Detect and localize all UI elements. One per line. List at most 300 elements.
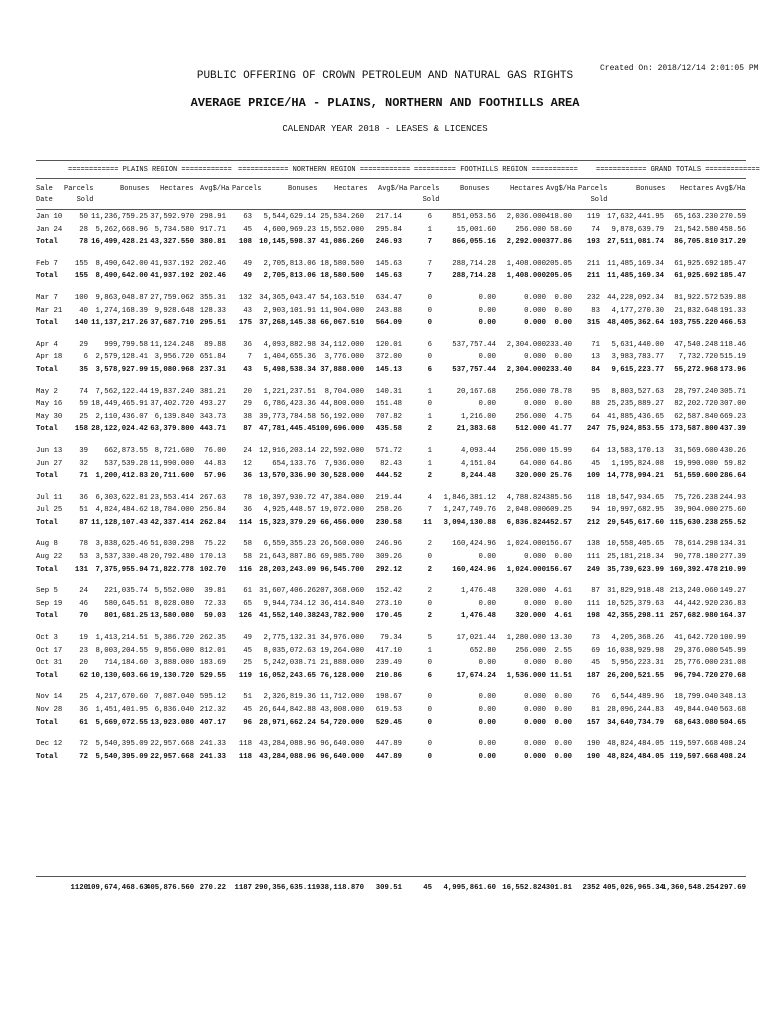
cell-grand-avg: 185.47 [719,259,746,268]
cell-grand-hectares: 19,990.000 [674,459,718,468]
cell-northern-parcels: 132 [238,293,252,302]
sale-row [36,460,746,473]
cell-northern-avg: 447.89 [375,752,402,761]
cell-northern-hectares: 11,904.000 [320,306,364,315]
cell-plains-bonuses: 8,490,642.00 [95,259,148,268]
cell-foothills-hectares: 256.000 [515,646,546,655]
cell-grand-parcels: 64 [591,446,600,455]
cell-foothills-parcels: 2 [427,425,432,434]
cell-plains-hectares: 5,552.000 [154,587,194,596]
cell-grand-avg: 270.68 [719,671,746,680]
month-total-row [36,272,746,285]
col-foothills-bonuses: Bonuses [460,185,490,193]
month-group [36,388,746,438]
month-total-row [36,319,746,332]
cell-sale-date: Aug 22 [36,553,63,562]
cell-foothills-hectares: 512.000 [515,425,546,434]
cell-grand-avg: 100.99 [719,634,746,643]
cell-foothills-hectares: 2,292.000 [506,238,546,247]
cell-northern-hectares: 96,640.000 [320,740,364,749]
cell-foothills-avg: 2.55 [554,646,572,655]
cell-foothills-hectares: 2,304.000 [506,365,546,374]
cell-grand-bonuses: 26,200,521.55 [607,671,664,680]
cell-grand-avg: 59.82 [724,459,746,468]
cell-grand-hectares: 68,643.080 [674,718,718,727]
cell-foothills-bonuses: 537,757.44 [452,365,496,374]
cell-foothills-avg: 0.00 [554,293,572,302]
cell-grand-hectares: 62,587.840 [674,412,718,421]
cell-northern-parcels: 96 [243,718,252,727]
cell-plains-bonuses: 221,035.74 [104,587,148,596]
cell-foothills-bonuses: 0.00 [478,553,496,562]
cell-foothills-avg: 4.61 [554,612,572,621]
cell-sale-date: May 30 [36,412,63,421]
cell-grand-parcels: 45 [591,459,600,468]
cell-foothills-hectares: 1,408.000 [506,272,546,281]
month-total-row [36,472,746,485]
cell-northern-parcels: 43 [243,306,252,315]
cell-northern-bonuses: 13,570,336.90 [259,472,316,481]
cell-northern-avg: 230.58 [375,518,402,527]
cell-foothills-hectares: 2,036.000 [506,213,546,221]
sale-row [36,540,746,553]
cell-foothills-parcels: 0 [427,752,432,761]
cell-foothills-parcels: 1 [427,446,432,455]
cell-grand-avg: 270.59 [719,213,746,221]
cell-grand-hectares: 31,569.600 [674,446,718,455]
cell-foothills-avg: 301.81 [545,884,572,892]
cell-sale-date: Oct 17 [36,646,63,655]
cell-foothills-bonuses: 0.00 [478,706,496,714]
cell-grand-bonuses: 11,485,169.34 [607,259,664,268]
header-rule-bottom [36,209,746,210]
cell-northern-hectares: 66,456.000 [320,518,364,527]
month-total-row [36,566,746,579]
cell-sale-date: Total [36,752,58,761]
cell-plains-parcels: 20 [79,659,88,668]
cell-grand-parcels: 83 [591,306,600,315]
cell-northern-hectares: 11,712.000 [320,693,364,702]
cell-plains-avg: 595.12 [199,693,226,702]
cell-northern-hectares: 37,888.000 [320,365,364,374]
cell-northern-hectares: 7,936.000 [324,459,364,468]
cell-plains-hectares: 3,956.720 [154,353,194,362]
cell-plains-avg: 355.31 [199,293,226,302]
cell-plains-avg: 295.51 [199,319,226,328]
month-group [36,260,746,285]
cell-northern-hectares: 25,534.260 [320,213,364,221]
cell-grand-parcels: 157 [586,718,600,727]
cell-grand-parcels: 211 [586,272,600,281]
sale-row [36,647,746,660]
cell-northern-hectares: 15,552.000 [320,225,364,234]
cell-plains-bonuses: 662,873.55 [104,446,148,455]
cell-foothills-hectares: 0.000 [524,400,546,409]
cell-grand-avg: 458.56 [719,225,746,234]
cell-northern-parcels: 118 [238,752,252,761]
cell-northern-avg: 219.44 [375,493,402,502]
cell-sale-date: Nov 28 [36,706,63,714]
cell-foothills-parcels: 5 [427,634,432,643]
cell-plains-hectares: 20,792.480 [150,553,194,562]
cell-northern-avg: 707.82 [375,412,402,421]
cell-foothills-parcels: 7 [427,272,432,281]
cell-northern-parcels: 1187 [234,884,252,892]
cell-foothills-avg: 41.77 [550,425,572,434]
cell-plains-bonuses: 28,122,024.42 [91,425,148,434]
cell-foothills-hectares: 6,836.824 [506,518,546,527]
cell-grand-hectares: 90,778.180 [674,553,718,562]
cell-northern-bonuses: 37,268,145.38 [259,319,316,328]
cell-plains-avg: 267.63 [199,493,226,502]
cell-plains-bonuses: 4,824,484.62 [95,506,148,515]
cell-plains-avg: 202.46 [199,272,226,281]
cell-grand-parcels: 71 [591,340,600,349]
cell-plains-avg: 170.13 [199,553,226,562]
cell-northern-parcels: 58 [243,540,252,549]
cell-plains-bonuses: 580,645.51 [104,599,148,608]
cell-grand-bonuses: 75,924,853.55 [607,425,664,434]
cell-grand-bonuses: 34,640,734.79 [607,718,664,727]
sale-row [36,341,746,354]
cell-plains-avg: 262.35 [199,634,226,643]
cell-foothills-avg: 25.76 [550,472,572,481]
cell-grand-parcels: 88 [591,400,600,409]
cell-plains-parcels: 74 [79,387,88,396]
cell-northern-bonuses: 34,365,043.47 [259,293,316,302]
cell-grand-hectares: 96,794.720 [674,671,718,680]
cell-foothills-bonuses: 1,476.48 [460,587,496,596]
cell-foothills-hectares: 0.000 [524,752,546,761]
cell-grand-hectares: 49,844.040 [674,706,718,714]
cell-grand-bonuses: 11,485,169.34 [607,272,664,281]
cell-sale-date: Feb 7 [36,259,58,268]
cell-foothills-bonuses: 8,244.48 [460,472,496,481]
cell-sale-date: Total [36,518,58,527]
cell-foothills-hectares: 320.000 [515,587,546,596]
cell-northern-avg: 145.63 [375,259,402,268]
cell-grand-parcels: 45 [591,659,600,668]
cell-grand-bonuses: 44,228,092.34 [607,293,664,302]
cell-plains-bonuses: 8,490,642.00 [95,272,148,281]
sale-row [36,226,746,239]
cell-plains-avg: 102.70 [199,565,226,574]
cell-sale-date: Total [36,612,58,621]
cell-grand-parcels: 119 [586,213,600,221]
report-period: CALENDAR YEAR 2018 - LEASES & LICENCES [282,124,488,134]
cell-grand-hectares: 29,376.000 [674,646,718,655]
cell-plains-avg: 529.55 [199,671,226,680]
cell-foothills-avg: 233.40 [545,365,572,374]
cell-northern-avg: 529.45 [375,718,402,727]
cell-northern-parcels: 36 [243,472,252,481]
cell-grand-hectares: 82,202.720 [674,400,718,409]
sale-row [36,553,746,566]
cell-grand-avg: 149.27 [719,587,746,596]
sale-row [36,659,746,672]
cell-plains-parcels: 28 [79,225,88,234]
cell-plains-parcels: 140 [74,319,88,328]
cell-foothills-hectares: 256.000 [515,225,546,234]
month-group [36,294,746,332]
cell-foothills-avg: 0.00 [554,319,572,328]
cell-foothills-avg: 0.00 [554,718,572,727]
cell-northern-hectares: 96,640.000 [320,752,364,761]
cell-foothills-bonuses: 17,674.24 [456,671,496,680]
cell-foothills-parcels: 0 [427,740,432,749]
cell-grand-bonuses: 10,558,405.65 [607,540,664,549]
cell-northern-hectares: 69,985.700 [320,553,364,562]
cell-grand-parcels: 2352 [582,884,600,892]
cell-foothills-bonuses: 17,021.44 [456,634,496,643]
sale-row [36,413,746,426]
cell-northern-parcels: 43 [243,365,252,374]
sale-row [36,447,746,460]
cell-plains-hectares: 19,837.240 [150,387,194,396]
cell-plains-bonuses: 9,863,048.87 [95,293,148,302]
cell-foothills-parcels: 4 [427,493,432,502]
cell-northern-avg: 435.58 [375,425,402,434]
cell-plains-bonuses: 714,184.60 [104,659,148,668]
cell-plains-parcels: 23 [79,646,88,655]
month-group [36,341,746,379]
cell-sale-date: Total [36,272,58,281]
cell-foothills-bonuses: 0.00 [478,740,496,749]
cell-grand-bonuses: 10,997,682.95 [607,506,664,515]
cell-grand-parcels: 138 [586,540,600,549]
cell-grand-hectares: 86,705.810 [674,238,718,247]
cell-sale-date: Jun 13 [36,446,63,455]
cell-plains-parcels: 50 [79,213,88,221]
cell-northern-bonuses: 28,203,243.09 [259,565,316,574]
cell-grand-bonuses: 18,547,934.65 [607,493,664,502]
cell-foothills-avg: 0.00 [554,706,572,714]
cell-grand-hectares: 213,240.060 [669,587,718,596]
cell-northern-bonuses: 6,786,423.36 [263,400,316,409]
cell-grand-hectares: 51,559.600 [674,472,718,481]
cell-northern-parcels: 61 [243,587,252,596]
cell-northern-avg: 198.67 [375,693,402,702]
cell-sale-date: Dec 12 [36,740,63,749]
month-total-row [36,366,746,379]
cell-grand-hectares: 61,925.692 [674,272,718,281]
cell-grand-parcels: 109 [586,472,600,481]
cell-northern-bonuses: 39,773,784.58 [259,412,316,421]
cell-grand-bonuses: 41,885,436.65 [607,412,664,421]
col-foothills-avg: Avg$/Ha [546,185,576,193]
cell-northern-bonuses: 4,925,448.57 [263,506,316,515]
cell-northern-parcels: 78 [243,493,252,502]
cell-northern-parcels: 36 [243,340,252,349]
cell-northern-hectares: 26,560.000 [320,540,364,549]
cell-northern-hectares: 66,067.510 [320,319,364,328]
cell-foothills-parcels: 1 [427,412,432,421]
cell-plains-bonuses: 1,200,412.83 [95,472,148,481]
cell-plains-avg: 270.22 [199,884,226,892]
cell-grand-avg: 669.23 [719,412,746,421]
cell-grand-hectares: 103,755.220 [669,319,718,328]
cell-grand-parcels: 95 [591,387,600,396]
cell-grand-avg: 173.96 [719,365,746,374]
cell-foothills-parcels: 1 [427,646,432,655]
cell-plains-bonuses: 4,217,670.60 [95,693,148,702]
cell-plains-avg: 917.71 [199,225,226,234]
cell-plains-parcels: 158 [74,425,88,434]
cell-grand-avg: 504.65 [719,718,746,727]
cell-northern-bonuses: 10,145,598.37 [259,238,316,247]
col-northern-parcels: Parcels [232,185,262,193]
foothills-region-heading: ========== FOOTHILLS REGION =========== [414,166,578,174]
cell-grand-avg: 307.00 [719,400,746,409]
cell-foothills-parcels: 2 [427,587,432,596]
cell-plains-bonuses: 3,537,330.48 [95,553,148,562]
col-grand-parcels: Parcels Sold [578,185,608,204]
cell-grand-avg: 236.83 [719,599,746,608]
cell-plains-parcels: 39 [79,446,88,455]
cell-foothills-hectares: 16,552.824 [502,884,546,892]
cell-plains-avg: 256.84 [199,506,226,515]
cell-plains-bonuses: 1,274,168.39 [95,306,148,315]
cell-grand-parcels: 190 [586,752,600,761]
cell-northern-parcels: 108 [238,238,252,247]
cell-northern-avg: 634.47 [375,293,402,302]
cell-foothills-parcels: 7 [427,259,432,268]
cell-grand-hectares: 61,925.692 [674,259,718,268]
cell-foothills-parcels: 0 [427,693,432,702]
cell-foothills-hectares: 320.000 [515,612,546,621]
cell-plains-avg: 76.00 [204,446,226,455]
cell-northern-hectares: 938,118.870 [315,884,364,892]
cell-northern-parcels: 126 [238,612,252,621]
sale-row [36,213,746,226]
cell-northern-bonuses: 28,971,662.24 [259,718,316,727]
cell-plains-avg: 72.33 [204,599,226,608]
cell-northern-bonuses: 15,323,379.29 [259,518,316,527]
cell-plains-bonuses: 3,578,927.99 [95,365,148,374]
cell-northern-hectares: 207,368.060 [315,587,364,596]
cell-plains-hectares: 5,734.580 [154,225,194,234]
cell-northern-parcels: 20 [243,387,252,396]
cell-plains-parcels: 25 [79,412,88,421]
cell-plains-avg: 59.03 [204,612,226,621]
cell-plains-parcels: 70 [79,612,88,621]
cell-foothills-avg: 233.40 [545,340,572,349]
cell-northern-avg: 292.12 [375,565,402,574]
month-total-row [36,425,746,438]
cell-foothills-avg: 0.00 [554,752,572,761]
cell-grand-hectares: 257,682.980 [669,612,718,621]
cell-northern-parcels: 63 [243,213,252,221]
cell-northern-hectares: 21,888.000 [320,659,364,668]
header-rule-top [36,160,746,161]
month-total-row [36,238,746,251]
cell-northern-bonuses: 10,397,930.72 [259,493,316,502]
cell-northern-avg: 444.52 [375,472,402,481]
cell-foothills-parcels: 45 [423,884,432,892]
cell-foothills-bonuses: 0.00 [478,400,496,409]
cell-grand-avg: 545.99 [719,646,746,655]
cell-sale-date: May 2 [36,387,58,396]
cell-plains-parcels: 24 [79,587,88,596]
cell-grand-hectares: 25,776.000 [674,659,718,668]
cell-foothills-hectares: 1,024.000 [506,565,546,574]
col-plains-parcels: Parcels Sold [64,185,94,204]
cell-grand-parcels: 81 [591,706,600,714]
cell-plains-hectares: 13,923.080 [150,718,194,727]
sale-row [36,693,746,706]
sale-row [36,260,746,273]
cell-grand-hectares: 41,642.720 [674,634,718,643]
cell-northern-bonuses: 4,600,969.23 [263,225,316,234]
cell-foothills-hectares: 0.000 [524,599,546,608]
cell-sale-date: Aug 8 [36,540,58,549]
cell-foothills-hectares: 256.000 [515,446,546,455]
cell-northern-bonuses: 8,035,072.63 [263,646,316,655]
cell-sale-date: Total [36,565,58,574]
cell-grand-avg: 563.68 [719,706,746,714]
cell-northern-avg: 246.96 [375,540,402,549]
cell-grand-bonuses: 13,583,170.13 [607,446,664,455]
sale-row [36,600,746,613]
cell-plains-bonuses: 5,540,395.09 [95,740,148,749]
cell-grand-avg: 408.24 [719,752,746,761]
cell-northern-hectares: 43,008.000 [320,706,364,714]
cell-sale-date: Total [36,425,58,434]
cell-foothills-parcels: 0 [427,718,432,727]
cell-grand-parcels: 87 [591,587,600,596]
cell-plains-hectares: 42,337.414 [150,518,194,527]
sale-row [36,634,746,647]
cell-northern-avg: 120.01 [375,340,402,349]
cell-grand-parcels: 211 [586,259,600,268]
cell-grand-avg: 210.99 [719,565,746,574]
cell-plains-bonuses: 18,449,465.91 [91,400,148,409]
month-group [36,693,746,731]
cell-plains-parcels: 72 [79,752,88,761]
cell-plains-bonuses: 2,579,128.41 [95,353,148,362]
month-total-row [36,672,746,685]
cell-plains-parcels: 35 [79,365,88,374]
cell-foothills-avg: 377.86 [545,238,572,247]
cell-plains-parcels: 61 [79,718,88,727]
cell-foothills-bonuses: 652.80 [469,646,496,655]
cell-northern-parcels: 36 [243,506,252,515]
cell-plains-avg: 39.81 [204,587,226,596]
cell-grand-bonuses: 48,824,484.05 [607,740,664,749]
cell-northern-avg: 145.63 [375,272,402,281]
cell-grand-parcels: 13 [591,353,600,362]
cell-plains-avg: 128.33 [199,306,226,315]
month-group [36,587,746,625]
cell-northern-bonuses: 290,356,635.11 [254,884,316,892]
cell-grand-bonuses: 1,195,824.08 [611,459,664,468]
cell-grand-bonuses: 10,525,379.63 [607,599,664,608]
cell-plains-hectares: 8,028.080 [154,599,194,608]
cell-plains-avg: 343.73 [199,412,226,421]
cell-northern-bonuses: 2,326,819.36 [263,693,316,702]
cell-northern-hectares: 19,072.000 [320,506,364,515]
cell-foothills-hectares: 2,048.000 [506,506,546,515]
cell-grand-parcels: 84 [591,365,600,374]
cell-foothills-parcels: 0 [427,293,432,302]
cell-plains-parcels: 59 [79,400,88,409]
cell-grand-bonuses: 27,511,081.74 [607,238,664,247]
cell-northern-avg: 210.86 [375,671,402,680]
cell-plains-avg: 298.91 [199,213,226,221]
cell-foothills-hectares: 1,408.000 [506,259,546,268]
cell-plains-parcels: 72 [79,740,88,749]
cell-grand-avg: 118.46 [719,340,746,349]
